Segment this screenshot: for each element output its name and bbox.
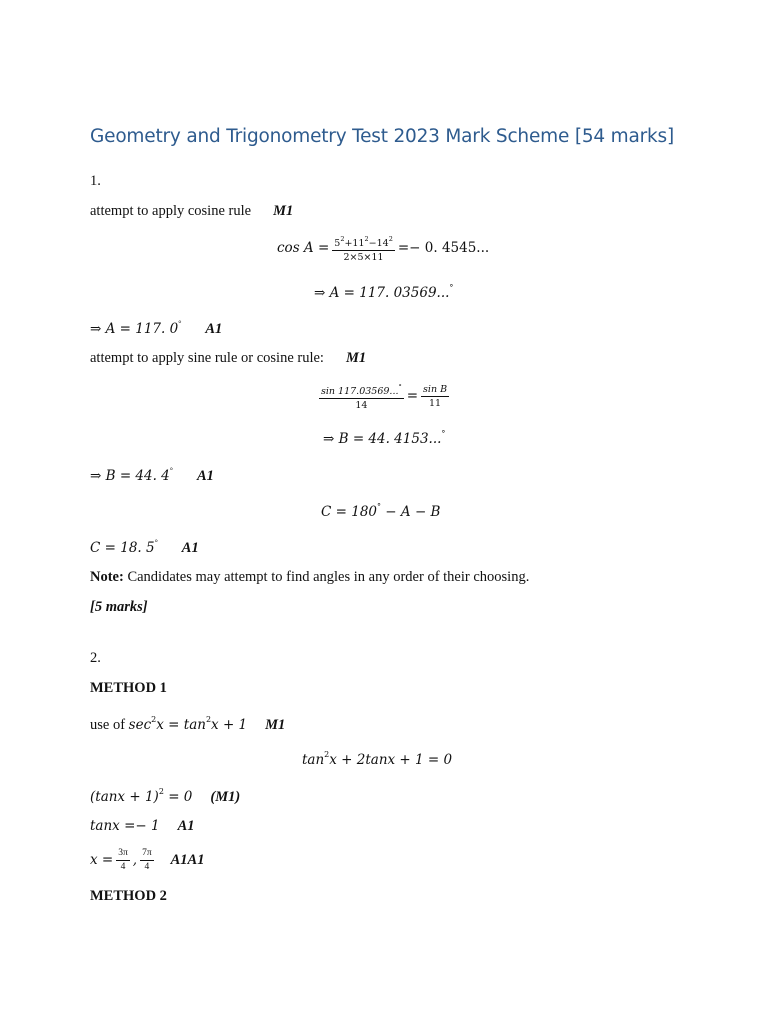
mark-a1a1: A1A1	[170, 851, 205, 868]
step-text: attempt to apply sine rule or cosine rule:	[90, 350, 324, 366]
fraction-3pi-over-4: $\frac{3\pi}{4}$	[118, 847, 128, 872]
q1-step-sine-rule	[90, 350, 366, 367]
q1-angle-b-full: ⇒ B = 44. 4153...°	[323, 429, 446, 447]
q2-step-identity: use of $\sec^2x = \tan^2x + 1$ M1	[90, 715, 286, 733]
mark-a1: A1	[177, 818, 195, 834]
mark-m1: M1	[273, 203, 294, 219]
step-text: attempt to apply cosine rule	[90, 203, 252, 219]
cos-rhs: =− 0. 4545...	[397, 240, 490, 256]
q1-angle-a-full: ⇒ A = 117. 03569...°	[314, 283, 454, 301]
q1-angle-c-equation: C = 180° − A − B	[321, 502, 441, 520]
q1-result-c: C = 18. 5° A1	[90, 538, 199, 556]
question-2-number: 2.	[90, 650, 101, 666]
fraction-denominator: 2×5×11	[343, 251, 384, 263]
q1-result-a: ⇒ A = 117. 0° A1	[90, 319, 223, 337]
cos-lhs: cos A =	[277, 240, 330, 256]
question-1-number: 1.	[90, 173, 101, 189]
note-text: Candidates may attempt to find angles in any order of their choosing.	[127, 569, 530, 585]
q1-note	[90, 569, 529, 586]
q1-result-b: ⇒ B = 44. 4° A1	[90, 466, 214, 484]
page-title: Geometry and Trigonometry Test 2023 Mark Scheme [54 marks]	[90, 126, 674, 147]
fraction-7pi-over-4: $\frac{7\pi}{4}$	[142, 847, 152, 872]
q2-solutions: x = $\frac{3\pi}{4}$ , $\frac{7\pi}{4}$ A1A1	[90, 847, 205, 872]
mark-m1: M1	[265, 717, 286, 733]
sine-fraction-left: $\frac{\sin 117.03569...^\circ}{14}$	[321, 382, 402, 411]
mark-a1: A1	[196, 468, 214, 484]
mark-a1: A1	[181, 540, 199, 556]
q1-step-cosine-rule	[90, 203, 293, 220]
q1-cosine-equation	[277, 232, 489, 264]
mark-m1: M1	[345, 350, 367, 366]
q2-method-1-heading: METHOD 1	[90, 680, 167, 696]
mark-m1: (M1)	[210, 789, 241, 805]
note-label: Note:	[90, 569, 124, 585]
q2-factorised: $(\tan x + 1)^2 = 0$ (M1)	[90, 787, 241, 805]
mark-a1: A1	[205, 321, 223, 337]
sine-fraction-right: $\frac{\text{sin B}}{11}$	[423, 383, 448, 409]
fraction-numerator: $5^2+11^2-14^2$	[334, 234, 393, 249]
q1-sine-equation: $\frac{\sin 117.03569...^\circ}{14}$ = $\frac{\text{sin B}}{11}$	[321, 382, 448, 411]
cosine-fraction	[332, 234, 395, 263]
q2-method-2-heading: METHOD 2	[90, 888, 167, 904]
q1-total-marks: [5 marks]	[90, 599, 148, 615]
q2-tan-value: tanx =− 1 A1	[90, 818, 195, 834]
q2-quadratic-equation: $\tan^2x + 2\tan x + 1 = 0$	[302, 750, 453, 768]
